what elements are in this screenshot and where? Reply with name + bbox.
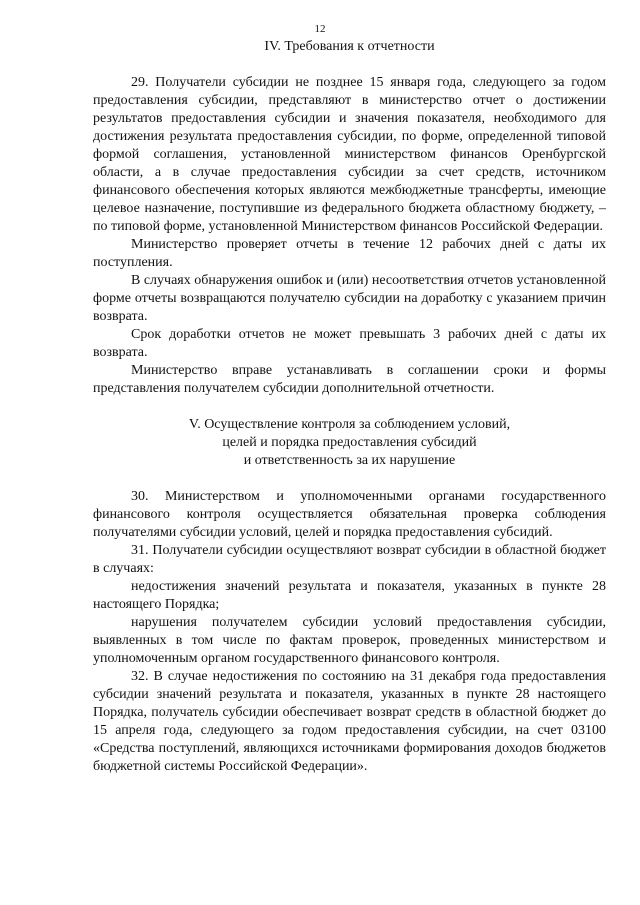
paragraph-revision-term: Срок доработки отчетов не может превышать 3 рабочих дней с даты их возврата. [93, 327, 606, 360]
section-5-title-line-2: целей и порядка предоставления субсидий [222, 435, 477, 450]
document-body [93, 38, 606, 776]
paragraph-31-case-2: нарушения получателем субсидии условий предоставления субсидии, выявленных в том числе по фактам проверок, проведенных министерством и уполномоченным органом государственного финансового контроля. [93, 615, 606, 666]
paragraph-31: 31. Получатели субсидии осуществляют возврат субсидии в областной бюджет в случаях: [93, 543, 606, 576]
paragraph-report-errors: В случаях обнаружения ошибок и (или) несоответствия отчетов установленной форме отчеты возвращаются получателю субсидии на доработку с указанием причин возврата. [93, 273, 606, 324]
paragraph-30: 30. Министерством и уполномоченными органами государственного финансового контроля осуществляется обязательная проверка соблюдения получателями субсидии условий, целей и порядка предоставления субсидий. [93, 489, 606, 540]
paragraph-report-check: Министерство проверяет отчеты в течение 12 рабочих дней с даты их поступления. [93, 237, 606, 270]
paragraph-29: 29. Получатели субсидии не позднее 15 января года, следующего за годом предоставления субсидии, представляют в министерство отчет о достижении результатов предоставления субсидии и значения показателя, необходимого для достижения результата предоставления субсидии, по форме, определенной типовой формой соглашения, установленной министерством финансов Оренбургской области, а в случае предоставления субсидии за счет средств, источником финансового обеспечения которых являются межбюджетные трансферты, имеющие целевое назначение, поступившие из федерального бюджета областному бюджету, – по типовой форме, установленной Министерством финансов Российской Федерации. [93, 75, 606, 234]
section-4-title: IV. Требования к отчетности [264, 39, 435, 54]
section-5-title-line-1: V. Осуществление контроля за соблюдением условий, [188, 417, 511, 432]
section-5-title-line-3: и ответственность за их нарушение [243, 453, 456, 468]
paragraph-32: 32. В случае недостижения по состоянию на 31 декабря года предоставления субсидии значений результата и показателя, указанных в пункте 28 настоящего Порядка, получатель субсидии обеспечивает возврат средств в областной бюджет до 15 апреля года, следующего за годом предоставления субсидии, на счет 03100 «Средства поступлений, являющихся источниками формирования доходов бюджетов бюджетной системы Российской Федерации». [93, 669, 606, 774]
paragraph-additional-reporting: Министерство вправе устанавливать в соглашении сроки и формы представления получателем субсидии дополнительной отчетности. [93, 363, 606, 396]
page-number: 12 [314, 23, 326, 35]
paragraph-31-case-1: недостижения значений результата и показателя, указанных в пункте 28 настоящего Порядка; [93, 579, 606, 612]
section-5-title [93, 416, 606, 470]
